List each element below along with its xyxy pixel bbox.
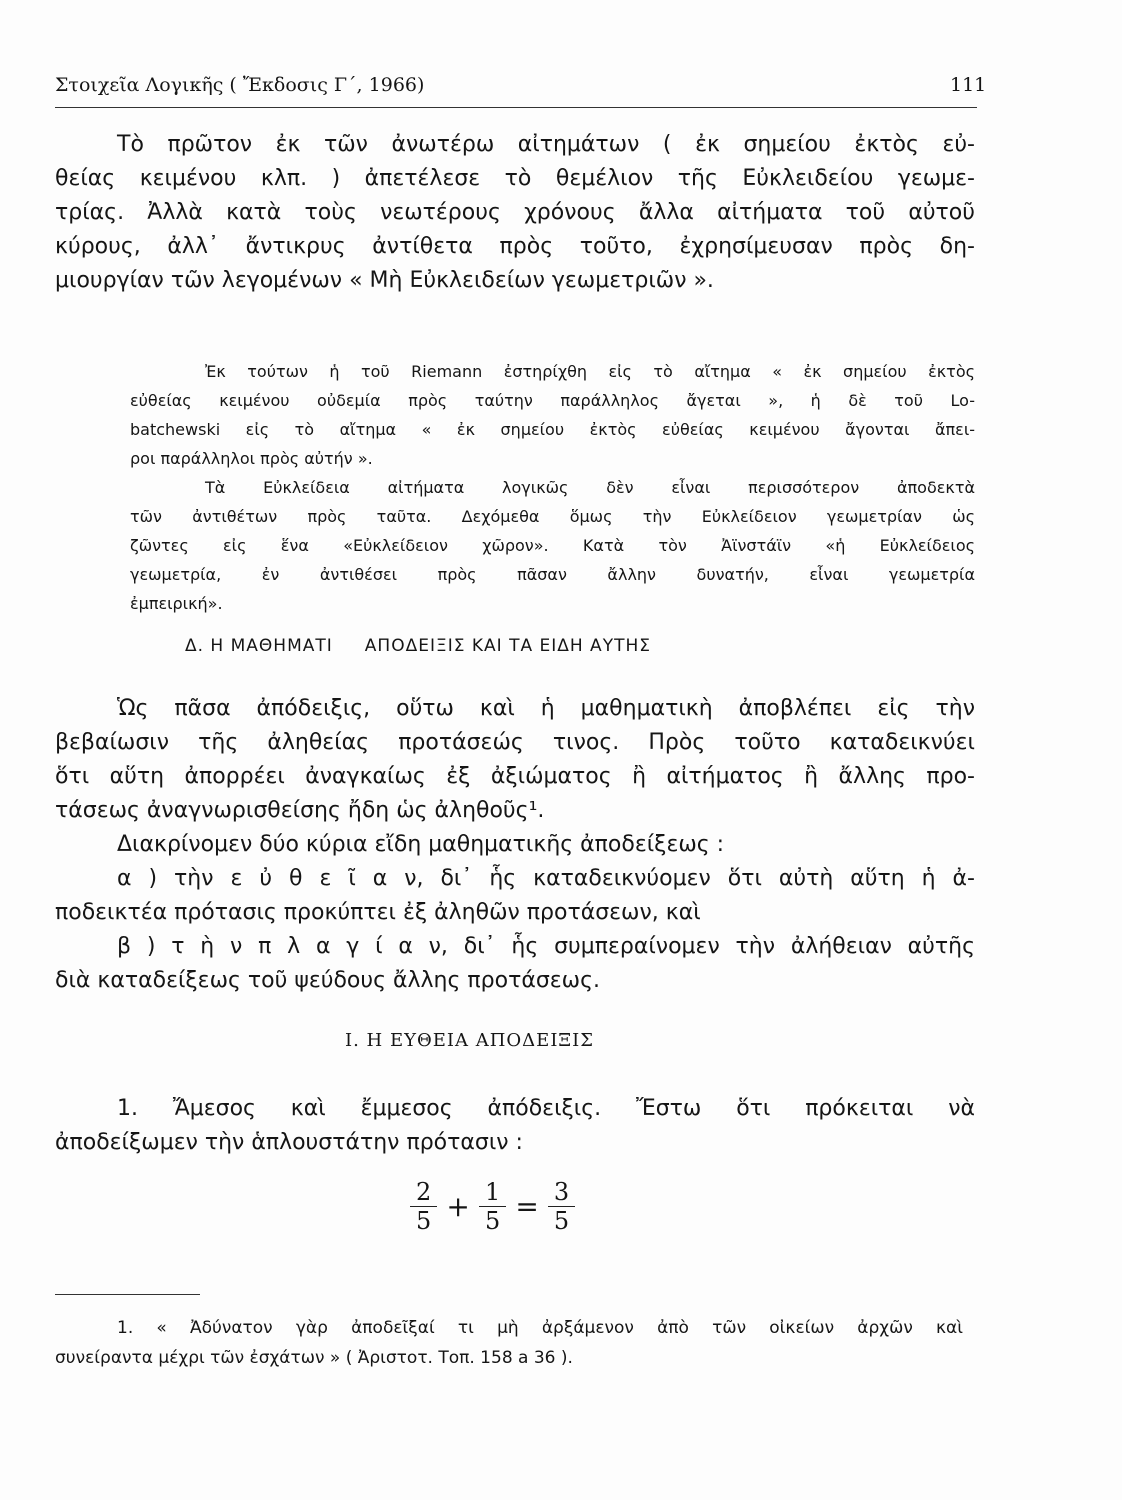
text-line: batchewski εἰς τὸ αἴτημα « ἐκ σημείου ἐκτὸς εὐθείας κειμένου ἄγονται ἄπει- (130, 420, 975, 439)
text-line: συνείραντα μέχρι τῶν ἐσχάτων » ( Ἀριστοτ. Τοπ. 158 a 36 ). (55, 1348, 573, 1368)
fraction (479, 1178, 506, 1235)
text-line: ροι παράλληλοι πρὸς αὐτήν ». (130, 449, 373, 468)
text-line: β ) τ ὴ ν π λ α γ ί α ν, δι᾽ ἧς συμπεραίνομεν τὴν ἀλήθειαν αὐτῆς (117, 934, 975, 959)
numerator: 2 (410, 1178, 437, 1207)
paragraph-2 (55, 692, 975, 998)
equals-sign: = (515, 1190, 539, 1223)
text-line: ἐμπειρική». (130, 594, 223, 613)
text-line: τάσεως ἀναγνωρισθείσης ἤδη ὡς ἀληθοῦς¹. (55, 798, 545, 823)
text-line: μιουργίαν τῶν λεγομένων « Μὴ Εὐκλειδείων γεωμετριῶν ». (55, 268, 714, 293)
text-line: ποδεικτέα πρότασις προκύπτει ἐξ ἀληθῶν προτάσεων, καὶ (55, 900, 701, 925)
section-heading-d: Δ. Η ΜΑΘΗΜΑΤΙ ΑΠΟΔΕΙΞΙΣ ΚΑΙ ΤΑ ΕΙΔΗ ΑΥΤΗΣ (185, 636, 651, 656)
paragraph-3 (55, 1092, 975, 1160)
text-line: Ἐκ τούτων ἡ τοῦ Riemann ἐστηρίχθη εἰς τὸ αἴτημα « ἐκ σημείου ἐκτὸς (205, 362, 975, 381)
text-line: 1. Ἄμεσος καὶ ἔμμεσος ἀπόδειξις. Ἔστω ὅτι πρόκειται νὰ (117, 1096, 975, 1121)
paragraph-1 (55, 128, 975, 298)
running-title: Στοιχεῖα Λογικῆς ( Ἔκδοσις Γ΄, 1966) (55, 74, 425, 96)
plus-sign: + (446, 1190, 470, 1223)
text-line: βεβαίωσιν τῆς ἀληθείας προτάσεώς τινος. Πρὸς τοῦτο καταδεικνύει (55, 730, 975, 755)
text-line: τρίας. Ἀλλὰ κατὰ τοὺς νεωτέρους χρόνους ἄλλα αἰτήματα τοῦ αὐτοῦ (55, 200, 975, 225)
fraction (410, 1178, 437, 1235)
text-line: ἀποδείξωμεν τὴν ἁπλουστάτην πρότασιν : (55, 1130, 523, 1155)
text-line: γεωμετρία, ἐν ἀντιθέσει πρὸς πᾶσαν ἄλλην δυνατήν, εἶναι γεωμετρία (130, 565, 975, 584)
text-line: διὰ καταδείξεως τοῦ ψεύδους ἄλλης προτάσεως. (55, 968, 600, 993)
text-line: Ὡς πᾶσα ἀπόδειξις, οὕτω καὶ ἡ μαθηματικὴ ἀποβλέπει εἰς τὴν (117, 696, 975, 721)
denominator: 5 (416, 1207, 432, 1235)
fraction (548, 1178, 575, 1235)
text-line: ζῶντες εἰς ἕνα «Εὐκλείδειον χῶρον». Κατὰ τὸν Ἀϊνστάϊν «ἡ Εὐκλείδειος (130, 536, 975, 555)
numerator: 1 (479, 1178, 506, 1207)
page-number: 111 (950, 74, 987, 96)
numerator: 3 (548, 1178, 575, 1207)
text-line: Τὰ Εὐκλείδεια αἰτήματα λογικῶς δὲν εἶναι περισσότερον ἀποδεκτὰ (205, 478, 975, 497)
text-line: ὅτι αὕτη ἀπορρέει ἀναγκαίως ἐξ ἀξιώματος ἢ αἰτήματος ἢ ἄλλης προ- (55, 764, 975, 789)
text-line: α ) τὴν ε ὐ θ ε ῖ α ν, δι᾽ ἧς καταδεικνύομεν ὅτι αὐτὴ αὕτη ἡ ἀ- (117, 866, 975, 891)
footnote-rule (55, 1294, 200, 1295)
section-heading-i: Ι. Η ΕΥΘΕΙΑ ΑΠΟΔΕΙΞΙΣ (345, 1030, 594, 1051)
denominator: 5 (484, 1207, 501, 1235)
header-rule (55, 107, 977, 108)
text-line: Διακρίνομεν δύο κύρια εἴδη μαθηματικῆς ἀποδείξεως : (117, 832, 725, 857)
text-line: εὐθείας κειμένου οὐδεμία πρὸς ταύτην παράλληλος ἄγεται », ἡ δὲ τοῦ Lo- (130, 391, 975, 410)
text-line: τῶν ἀντιθέτων πρὸς ταῦτα. Δεχόμεθα ὅμως τὴν Εὐκλείδειον γεωμετρίαν ὡς (130, 507, 975, 526)
footnote (55, 1313, 963, 1373)
text-line: κύρους, ἀλλ᾽ ἄντικρυς ἀντίθετα πρὸς τοῦτο, ἐχρησίμευσαν πρὸς δη- (55, 234, 975, 259)
text-line: θείας κειμένου κλπ. ) ἀπετέλεσε τὸ θεμέλιον τῆς Εὐκλειδείου γεωμε- (55, 166, 975, 191)
equation (410, 1178, 575, 1235)
text-line: 1. « Ἀδύνατον γὰρ ἀποδεῖξαί τι μὴ ἀρξάμενον ἀπὸ τῶν οἰκείων ἀρχῶν καὶ (117, 1318, 963, 1338)
note-block (130, 357, 975, 618)
denominator: 5 (553, 1207, 570, 1235)
text-line: Τὸ πρῶτον ἐκ τῶν ἀνωτέρω αἰτημάτων ( ἐκ σημείου ἐκτὸς εὐ- (117, 132, 975, 157)
